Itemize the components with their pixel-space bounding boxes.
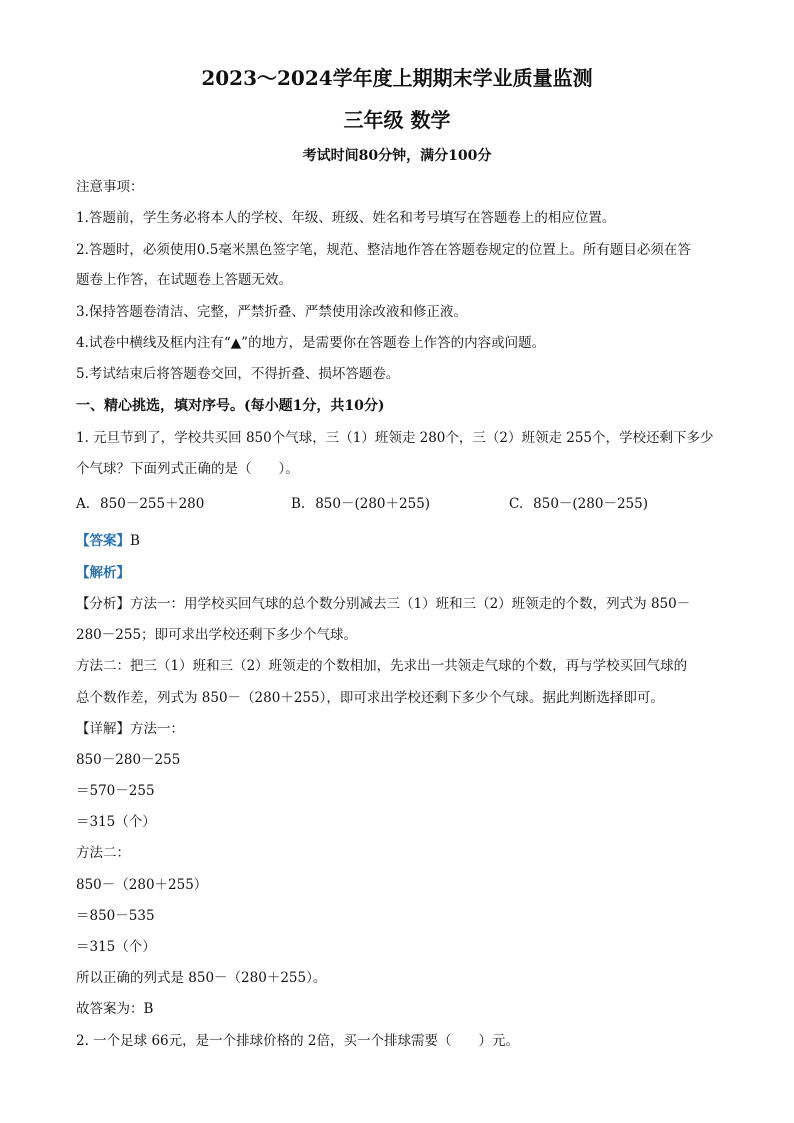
analysis-tag: 【解析】	[76, 565, 130, 581]
fenxi-text: 方法二：把三（1）班和三（2）班领走的个数相加，先求出一共领走气球的个数，再与学校买回气球的	[76, 658, 688, 674]
note-item: 5.考试结束后将答题卷交回，不得折叠、损坏答题卷。	[76, 366, 400, 382]
solution-step: 850－280－255	[76, 752, 181, 768]
note-item: 3.保持答题卷清洁、完整，严禁折叠、严禁使用涂改液和修正液。	[76, 304, 467, 320]
detail-intro: 方法一：	[130, 721, 184, 737]
fenxi-line	[76, 594, 726, 614]
option-letter: C.	[509, 496, 524, 512]
option-c	[509, 494, 648, 514]
question-1-stem: 1. 元旦节到了，学校共买回 850个气球，三（1）班领走 280个，三（2）班领走 255个，学校还剩下多少	[76, 430, 714, 446]
solution-step: ＝850－535	[76, 908, 155, 924]
solution-step: 方法二：	[76, 845, 130, 861]
option-a	[76, 494, 204, 514]
answer-value: B	[130, 533, 140, 549]
fenxi-text: 总个数作差，列式为 850－（280＋255），即可求出学校还剩下多少个气球。据此判断选择即可。	[76, 690, 664, 706]
note-item: 1.答题前，学生务必将本人的学校、年级、班级、姓名和考号填写在答题卷上的相应位置。	[76, 210, 616, 226]
fenxi-text: 方法一：用学校买回气球的总个数分别减去三（1）班和三（2）班领走的个数，列式为 850－	[130, 596, 691, 612]
solution-step: 故答案为：B	[76, 1001, 154, 1017]
exam-info: 考试时间80分钟，满分100分	[302, 148, 492, 164]
solution-step: ＝315（个）	[76, 814, 156, 830]
answer-line	[76, 531, 726, 551]
option-text: 850－255＋280	[100, 496, 205, 512]
option-text: 850－(280－255)	[533, 496, 648, 512]
solution-step: ＝570－255	[76, 783, 155, 799]
note-item: 4.试卷中横线及框内注有“▲”的地方，是需要你在答题卷上作答的内容或问题。	[76, 335, 546, 351]
notes-heading: 注意事项：	[76, 179, 144, 195]
solution-step: ＝315（个）	[76, 939, 156, 955]
option-b	[291, 494, 430, 514]
option-letter: B.	[291, 496, 306, 512]
page-subtitle: 三年级 数学	[343, 108, 451, 132]
fenxi-text: 280－255；即可求出学校还剩下多少个气球。	[76, 627, 358, 643]
page-title: 2023～2024学年度上期期末学业质量监测	[201, 66, 593, 90]
question-1-stem-cont: 个气球？下面列式正确的是（ ）。	[76, 461, 299, 477]
detail-tag: 【详解】	[76, 721, 130, 737]
section-heading: 一、精心挑选，填对序号。(每小题1分，共10分)	[76, 398, 385, 414]
fenxi-tag: 【分析】	[76, 596, 130, 612]
question-2-stem: 2. 一个足球 66元，是一个排球价格的 2倍，买一个排球需要（ ）元。	[76, 1033, 520, 1049]
solution-step: 850－（280＋255）	[76, 877, 208, 893]
detail-line	[76, 719, 726, 739]
note-item: 2.答题时，必须使用0.5毫米黑色签字笔，规范、整洁地作答在答题卷规定的位置上。所有题目必须在答	[76, 242, 691, 258]
option-letter: A.	[76, 496, 91, 512]
analysis-line	[76, 563, 726, 583]
option-text: 850－(280＋255)	[315, 496, 431, 512]
answer-tag: 【答案】	[76, 533, 130, 549]
note-item: 题卷上作答，在试题卷上答题无效。	[76, 272, 292, 288]
solution-step: 所以正确的列式是 850－（280＋255）。	[76, 970, 327, 986]
